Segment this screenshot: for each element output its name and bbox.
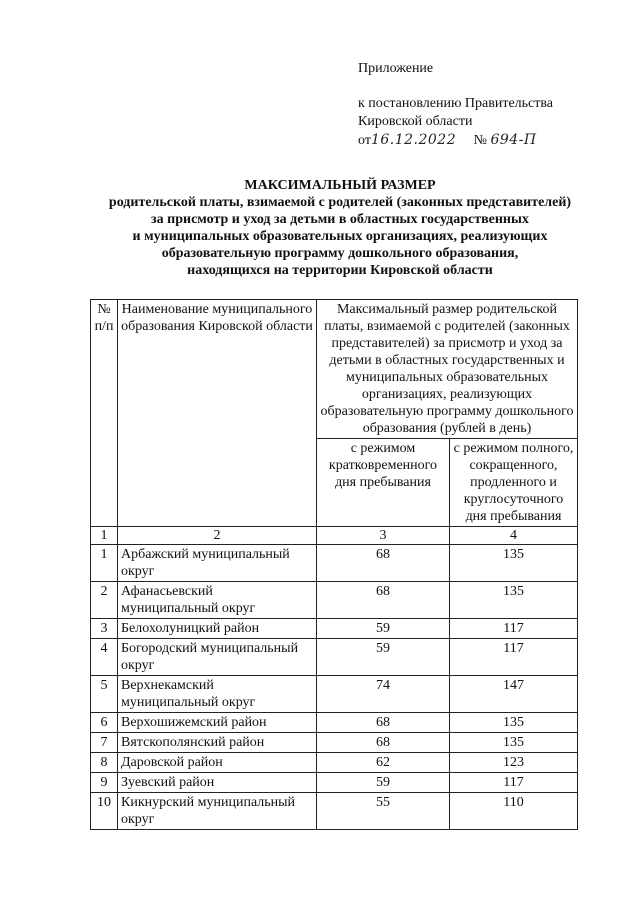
appendix-block <box>358 60 553 150</box>
short-stay-fee: 68 <box>317 733 450 753</box>
column-number: 4 <box>450 527 578 545</box>
row-number: 6 <box>91 713 118 733</box>
full-stay-fee: 135 <box>450 545 578 582</box>
full-stay-fee: 110 <box>450 793 578 830</box>
row-number: 9 <box>91 773 118 793</box>
table-row <box>91 545 578 582</box>
municipality-name: Богородский муниципальный округ <box>118 639 317 676</box>
title-line-4: и муниципальных образовательных организациях, реализующих <box>132 229 548 244</box>
header-municipality: Наименование муниципального образования Кировской области <box>118 300 317 527</box>
table-row <box>91 793 578 830</box>
row-number: 7 <box>91 733 118 753</box>
document-title <box>60 177 620 279</box>
row-number: 10 <box>91 793 118 830</box>
table-row <box>91 582 578 619</box>
title-line-2: родительской платы, взимаемой с родителей (законных представителей) <box>108 195 572 210</box>
column-number: 3 <box>317 527 450 545</box>
municipality-name: Арбажский муниципальный округ <box>118 545 317 582</box>
full-stay-fee: 135 <box>450 582 578 619</box>
table-body <box>91 545 578 830</box>
municipality-name: Зуевский район <box>118 773 317 793</box>
title-line-6: находящихся на территории Кировской области <box>187 263 493 278</box>
full-stay-fee: 117 <box>450 773 578 793</box>
table-row <box>91 619 578 639</box>
table-header-row <box>91 300 578 439</box>
row-number: 8 <box>91 753 118 773</box>
full-stay-fee: 135 <box>450 713 578 733</box>
table-row <box>91 639 578 676</box>
short-stay-fee: 59 <box>317 773 450 793</box>
header-short-stay: с режимом кратковременного дня пребывания <box>317 439 450 527</box>
municipality-name: Кикнурский муниципальный округ <box>118 793 317 830</box>
appendix-line-2: Кировской области <box>358 114 473 129</box>
full-stay-fee: 117 <box>450 639 578 676</box>
short-stay-fee: 68 <box>317 713 450 733</box>
short-stay-fee: 68 <box>317 582 450 619</box>
title-line-1: МАКСИМАЛЬНЫЙ РАЗМЕР <box>244 178 436 193</box>
table-row <box>91 753 578 773</box>
full-stay-fee: 135 <box>450 733 578 753</box>
municipality-name: Афанасьевский муниципальный округ <box>118 582 317 619</box>
full-stay-fee: 147 <box>450 676 578 713</box>
full-stay-fee: 117 <box>450 619 578 639</box>
full-stay-fee: 123 <box>450 753 578 773</box>
table-row <box>91 733 578 753</box>
row-number: 1 <box>91 545 118 582</box>
handwritten-number: 694-П <box>490 132 537 148</box>
row-number: 4 <box>91 639 118 676</box>
date-prefix: от <box>358 133 371 148</box>
row-number: 3 <box>91 619 118 639</box>
header-max-fee: Максимальный размер родительской платы, взимаемой с родителей (законных представителей) за присмотр и уход за детьми в областных государственных и муниципальных образовательных организациях, реализующих образовательную программу дошкольного образования (рублей в день) <box>317 300 578 439</box>
header-full-stay: с режимом полного, сокращенного, продленного и круглосуточного дня пребывания <box>450 439 578 527</box>
row-number: 5 <box>91 676 118 713</box>
row-number: 2 <box>91 582 118 619</box>
title-line-3: за присмотр и уход за детьми в областных государственных <box>151 212 529 227</box>
municipality-name: Белохолуницкий район <box>118 619 317 639</box>
short-stay-fee: 59 <box>317 619 450 639</box>
municipality-name: Вятскополянский район <box>118 733 317 753</box>
appendix-label: Приложение <box>358 61 434 76</box>
appendix-line-1: к постановлению Правительства <box>358 96 554 111</box>
short-stay-fee: 59 <box>317 639 450 676</box>
short-stay-fee: 74 <box>317 676 450 713</box>
table-row <box>91 773 578 793</box>
table-row <box>91 676 578 713</box>
short-stay-fee: 68 <box>317 545 450 582</box>
number-prefix: № <box>473 133 487 148</box>
municipality-name: Верхошижемский район <box>118 713 317 733</box>
column-number: 2 <box>118 527 317 545</box>
short-stay-fee: 55 <box>317 793 450 830</box>
column-number-row <box>91 527 578 545</box>
municipality-name: Даровской район <box>118 753 317 773</box>
municipality-name: Верхнекамский муниципальный округ <box>118 676 317 713</box>
table-row <box>91 713 578 733</box>
header-num: № п/п <box>91 300 118 527</box>
fee-table <box>90 299 578 830</box>
column-number: 1 <box>91 527 118 545</box>
title-line-5: образовательную программу дошкольного образования, <box>161 246 519 261</box>
appendix-date-line <box>358 131 553 150</box>
handwritten-date: 16.12.2022 <box>370 132 457 148</box>
short-stay-fee: 62 <box>317 753 450 773</box>
